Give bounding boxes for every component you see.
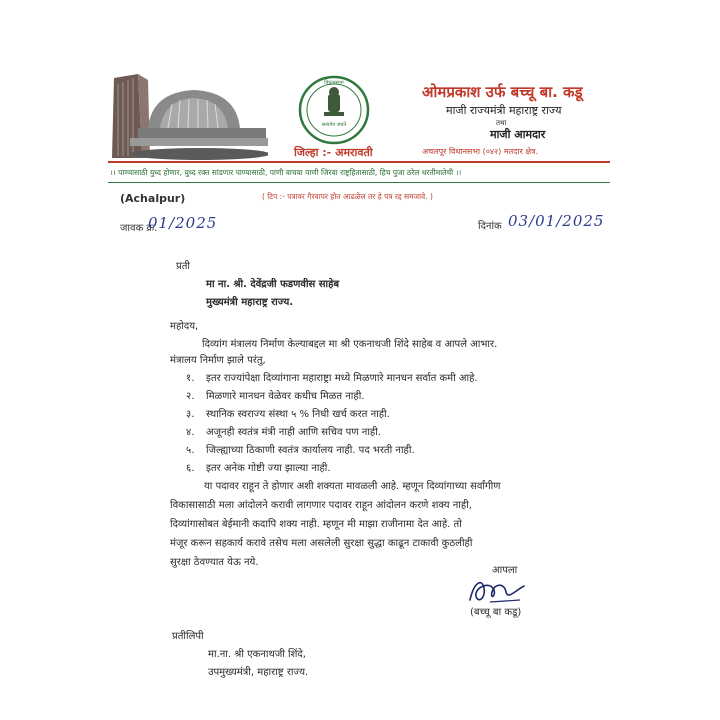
vidhan-bhavan-image (108, 70, 268, 162)
district-label: जिल्हा :- अमरावती (294, 146, 373, 159)
point-text: जिल्ह्याच्या ठिकाणी स्वतंत्र कार्यालय नाही. पद भरती नाही. (206, 445, 415, 456)
paragraph-line: या पदावर राहून ते होणार अशी शक्यता मावळली आहे. म्हणून दिव्यांगाच्या सर्वांगीण (204, 481, 501, 492)
ref-label: जावक क्र. (120, 223, 158, 234)
slogan: ।। पाण्यासाठी युध्द होणार, युध्द रक्त सांडणार पाण्यासाठी, पाणी वाचवा पाणी जिरवा राष्ट्रहितासाठी, हिच पुजा ठरेल धरतीमातेची ।। (110, 168, 462, 177)
state-emblem-seal (292, 72, 376, 146)
ref-number: 01/2025 (148, 214, 218, 232)
point-number: २. (186, 391, 195, 402)
intro-line-1: दिव्यांग मंत्रालय निर्माण केल्याबद्दल मा श्री एकनाथजी शिंदे साहेब व आपले आभार. (202, 339, 498, 350)
addressee-line-2: मुख्यमंत्री महाराष्ट्र राज्य. (206, 297, 294, 308)
point-number: ६. (186, 463, 195, 474)
point-text: इतर राज्यांपेक्षा दिव्यांगाना महाराष्ट्रा मध्ये मिळणारे मानधन सर्वात कमी आहे. (206, 373, 478, 384)
date-label: दिनांक (478, 221, 502, 232)
prati-label: प्रती (176, 261, 190, 272)
point-number: ३. (186, 409, 195, 420)
point-text: अजूनही स्वतंत्र मंत्री नाही आणि सचिव पण नाही. (206, 427, 381, 438)
tip-note: ( टिप :- पत्रावर गैरवापर होत आढळेल तर हे पत्र रद्द समजावे. ) (262, 192, 433, 201)
emblem-title: विधानसभा (324, 80, 344, 86)
intro-line-2: मंत्रालय निर्माण झाले परंतु, (170, 355, 266, 366)
paragraph-line: सुरक्षा ठेवण्यात येऊ नये. (170, 557, 259, 568)
addressee-line-1: मा ना. श्री. देवेंद्रजी फडणवीस साहेब (206, 279, 340, 290)
constituency: अचलपूर विधानसभा (०४२) मतदार क्षेत्र. (422, 147, 539, 156)
copy-line-2: उपमुख्यमंत्री, महाराष्ट्र राज्य. (208, 667, 309, 678)
sender-name: ओमप्रकाश उर्फ बच्चू बा. कडू (422, 83, 583, 101)
divider-red (108, 161, 610, 163)
signatory-name: (बच्चू बा कडू) (470, 607, 522, 618)
paragraph-line: मंजूर करून सहकार्य करावे तसेच मला असलेली सुरक्षा सुद्धा काढून टाकावी कुठलीही (170, 538, 473, 549)
copy-line-1: मा.ना. श्री एकनाथजी शिंदे, (208, 649, 306, 660)
date-value: 03/01/2025 (508, 212, 605, 230)
tatha-text: तथा (496, 119, 507, 127)
point-text: इतर अनेक गोष्टी ज्या झाल्या नाही. (206, 463, 331, 474)
point-text: स्थानिक स्वराज्य संस्था ५ % निधी खर्च करत नाही. (206, 409, 390, 420)
paragraph-line: विकासासाठी मला आंदोलने करावी लागणार पदावर राहून आंदोलन करणे शक्य नाही, (170, 500, 472, 511)
point-number: ४. (186, 427, 195, 438)
place-name: (Achalpur) (120, 192, 186, 205)
designation: माजी राज्यमंत्री महाराष्ट्र राज्य (446, 104, 562, 117)
point-number: ५. (186, 445, 195, 456)
point-text: मिळणारे मानधन वेळेवर कधीच मिळत नाही. (206, 391, 365, 402)
closing: आपला (492, 565, 518, 576)
salutation: महोदय, (170, 321, 199, 332)
emblem-caption: सत्यमेव जयते (321, 122, 347, 128)
designation-2: माजी आमदार (490, 128, 546, 141)
copy-label: प्रतीलिपी (172, 631, 204, 642)
paragraph-line: दिव्यांगासोबत बेईमानी कदापि शक्य नाही. म्हणून मी माझा राजीनामा देत आहे. तो (170, 519, 462, 530)
point-number: १. (186, 373, 195, 384)
divider-green (108, 182, 610, 183)
